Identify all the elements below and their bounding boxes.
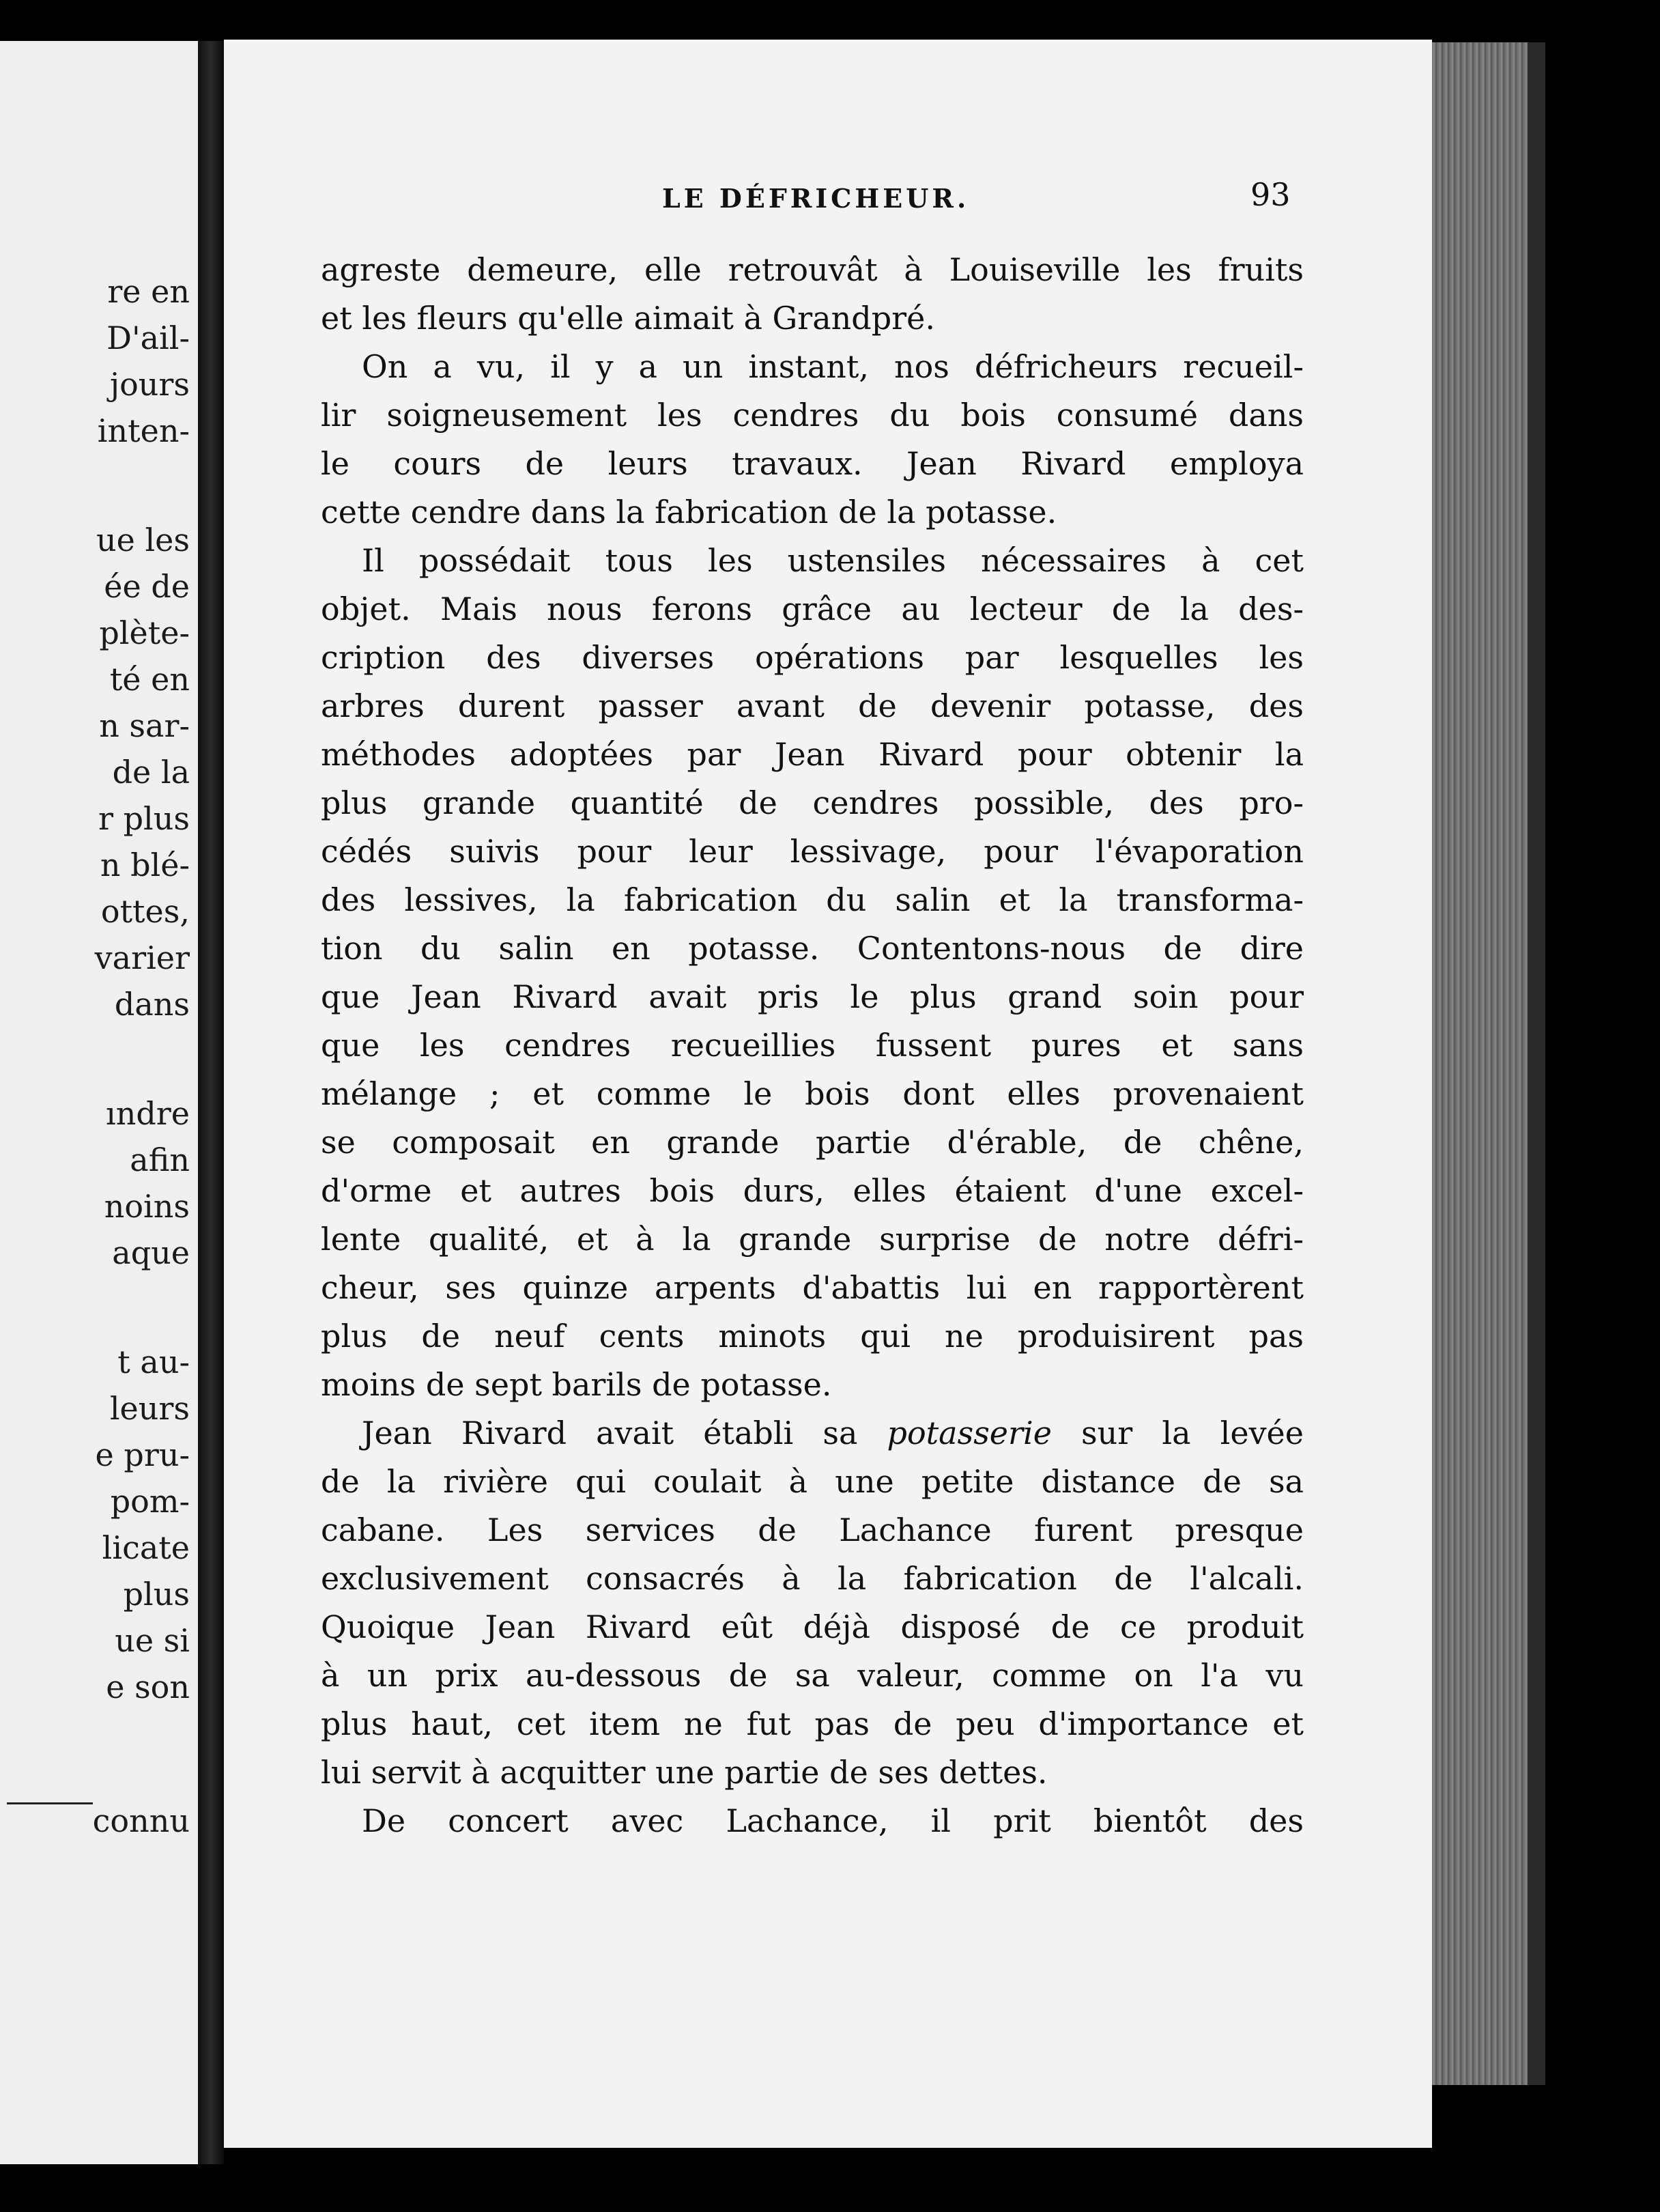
text-line: cette cendre dans la fabrication de la potasse. — [321, 494, 1057, 530]
text-line: agreste demeure, elle retrouvât à Louiseville les fruits — [321, 251, 1304, 288]
left-page-line: re en — [107, 273, 190, 310]
text-line: mélange ; et comme le bois dont elles provenaient — [321, 1075, 1304, 1112]
text-line: Il possédait tous les ustensiles nécessaires à cet — [362, 542, 1304, 579]
text-line: moins de sept barils de potasse. — [321, 1366, 832, 1403]
left-page-line: ue si — [115, 1622, 190, 1659]
footnote-rule — [7, 1802, 93, 1804]
left-page-line: plus — [123, 1576, 190, 1613]
text-run: Jean Rivard avait établi sa — [362, 1415, 887, 1451]
text-line: lui servit à acquitter une partie de ses dettes. — [321, 1754, 1048, 1791]
left-page-line: n blé- — [100, 847, 190, 883]
text-line: à un prix au-dessous de sa valeur, comme on l'a vu — [321, 1657, 1304, 1694]
left-page-line: té en — [109, 661, 190, 698]
text-line: arbres durent passer avant de devenir potasse, des — [321, 687, 1304, 724]
left-facing-page — [0, 41, 198, 2164]
text-line: De concert avec Lachance, il prit bientôt des — [362, 1802, 1304, 1839]
left-page-line: licate — [102, 1529, 190, 1566]
text-line: Quoique Jean Rivard eût déjà disposé de ce produit — [321, 1608, 1304, 1645]
text-line: plus de neuf cents minots qui ne produisirent pas — [321, 1318, 1304, 1355]
text-line — [321, 1409, 1304, 1458]
text-line: et les fleurs qu'elle aimait à Grandpré. — [321, 300, 936, 337]
running-title: LE DÉFRICHEUR. — [662, 183, 970, 214]
left-page-line: pom- — [110, 1483, 190, 1520]
left-page-line: ée de — [104, 568, 190, 605]
left-page-line: varier — [94, 939, 190, 976]
left-page-line: jours — [109, 366, 190, 403]
book-spine — [198, 41, 224, 2164]
left-page-line: plète- — [99, 614, 190, 651]
cover-edge — [1528, 42, 1545, 2085]
text-line: cription des diverses opérations par lesquelles les — [321, 639, 1304, 676]
text-line: d'orme et autres bois durs, elles étaient d'une excel- — [321, 1172, 1304, 1209]
left-page-line: t au- — [117, 1344, 190, 1380]
left-page-line: dans — [114, 986, 190, 1023]
left-page-line: connu — [92, 1802, 190, 1839]
left-page-line: e son — [106, 1669, 190, 1705]
text-line: de la rivière qui coulait à une petite distance de sa — [321, 1463, 1304, 1500]
left-page-line: D'ail- — [106, 320, 190, 356]
left-page-line: e pru- — [95, 1436, 190, 1473]
text-line: le cours de leurs travaux. Jean Rivard employa — [321, 445, 1304, 482]
left-page-line: inten- — [97, 412, 190, 449]
text-line: se composait en grande partie d'érable, de chêne, — [321, 1124, 1304, 1161]
text-line: cédés suivis pour leur lessivage, pour l'évaporation — [321, 833, 1304, 870]
text-line: que Jean Rivard avait pris le plus grand soin pour — [321, 978, 1304, 1015]
text-line: cheur, ses quinze arpents d'abattis lui en rapportèrent — [321, 1269, 1304, 1306]
page-number: 93 — [1250, 176, 1291, 213]
italic-term: potasserie — [887, 1415, 1052, 1451]
text-line: exclusivement consacrés à la fabrication de l'alcali. — [321, 1560, 1304, 1597]
text-line: objet. Mais nous ferons grâce au lecteur de la des- — [321, 591, 1304, 627]
body-text — [321, 246, 1304, 1845]
text-line: On a vu, il y a un instant, nos défricheurs recueil- — [362, 348, 1304, 385]
text-line: plus grande quantité de cendres possible, des pro- — [321, 784, 1304, 821]
text-line: plus haut, cet item ne fut pas de peu d'importance et — [321, 1705, 1304, 1742]
left-page-line: n sar- — [99, 707, 190, 744]
left-page-line: noins — [104, 1188, 190, 1225]
left-page-line: ue les — [96, 522, 190, 558]
text-run: sur la levée — [1051, 1415, 1304, 1451]
left-page-line: r plus — [98, 800, 190, 837]
text-line: des lessives, la fabrication du salin et la transforma- — [321, 881, 1304, 918]
page-edges — [1432, 42, 1528, 2085]
left-page-line: ındre — [106, 1095, 190, 1132]
text-line: cabane. Les services de Lachance furent presque — [321, 1512, 1304, 1548]
left-page-line: afin — [130, 1142, 190, 1178]
text-line: méthodes adoptées par Jean Rivard pour obtenir la — [321, 736, 1304, 773]
text-line: tion du salin en potasse. Contentons-nous de dire — [321, 930, 1304, 967]
left-page-line: de la — [112, 754, 190, 791]
left-page-line: leurs — [109, 1390, 190, 1427]
left-page-line: aque — [112, 1234, 190, 1271]
left-page-line: ottes, — [100, 893, 190, 930]
text-line: lente qualité, et à la grande surprise de notre défri- — [321, 1221, 1304, 1258]
text-line: que les cendres recueillies fussent pures et sans — [321, 1027, 1304, 1064]
text-line: lir soigneusement les cendres du bois consumé dans — [321, 397, 1304, 434]
